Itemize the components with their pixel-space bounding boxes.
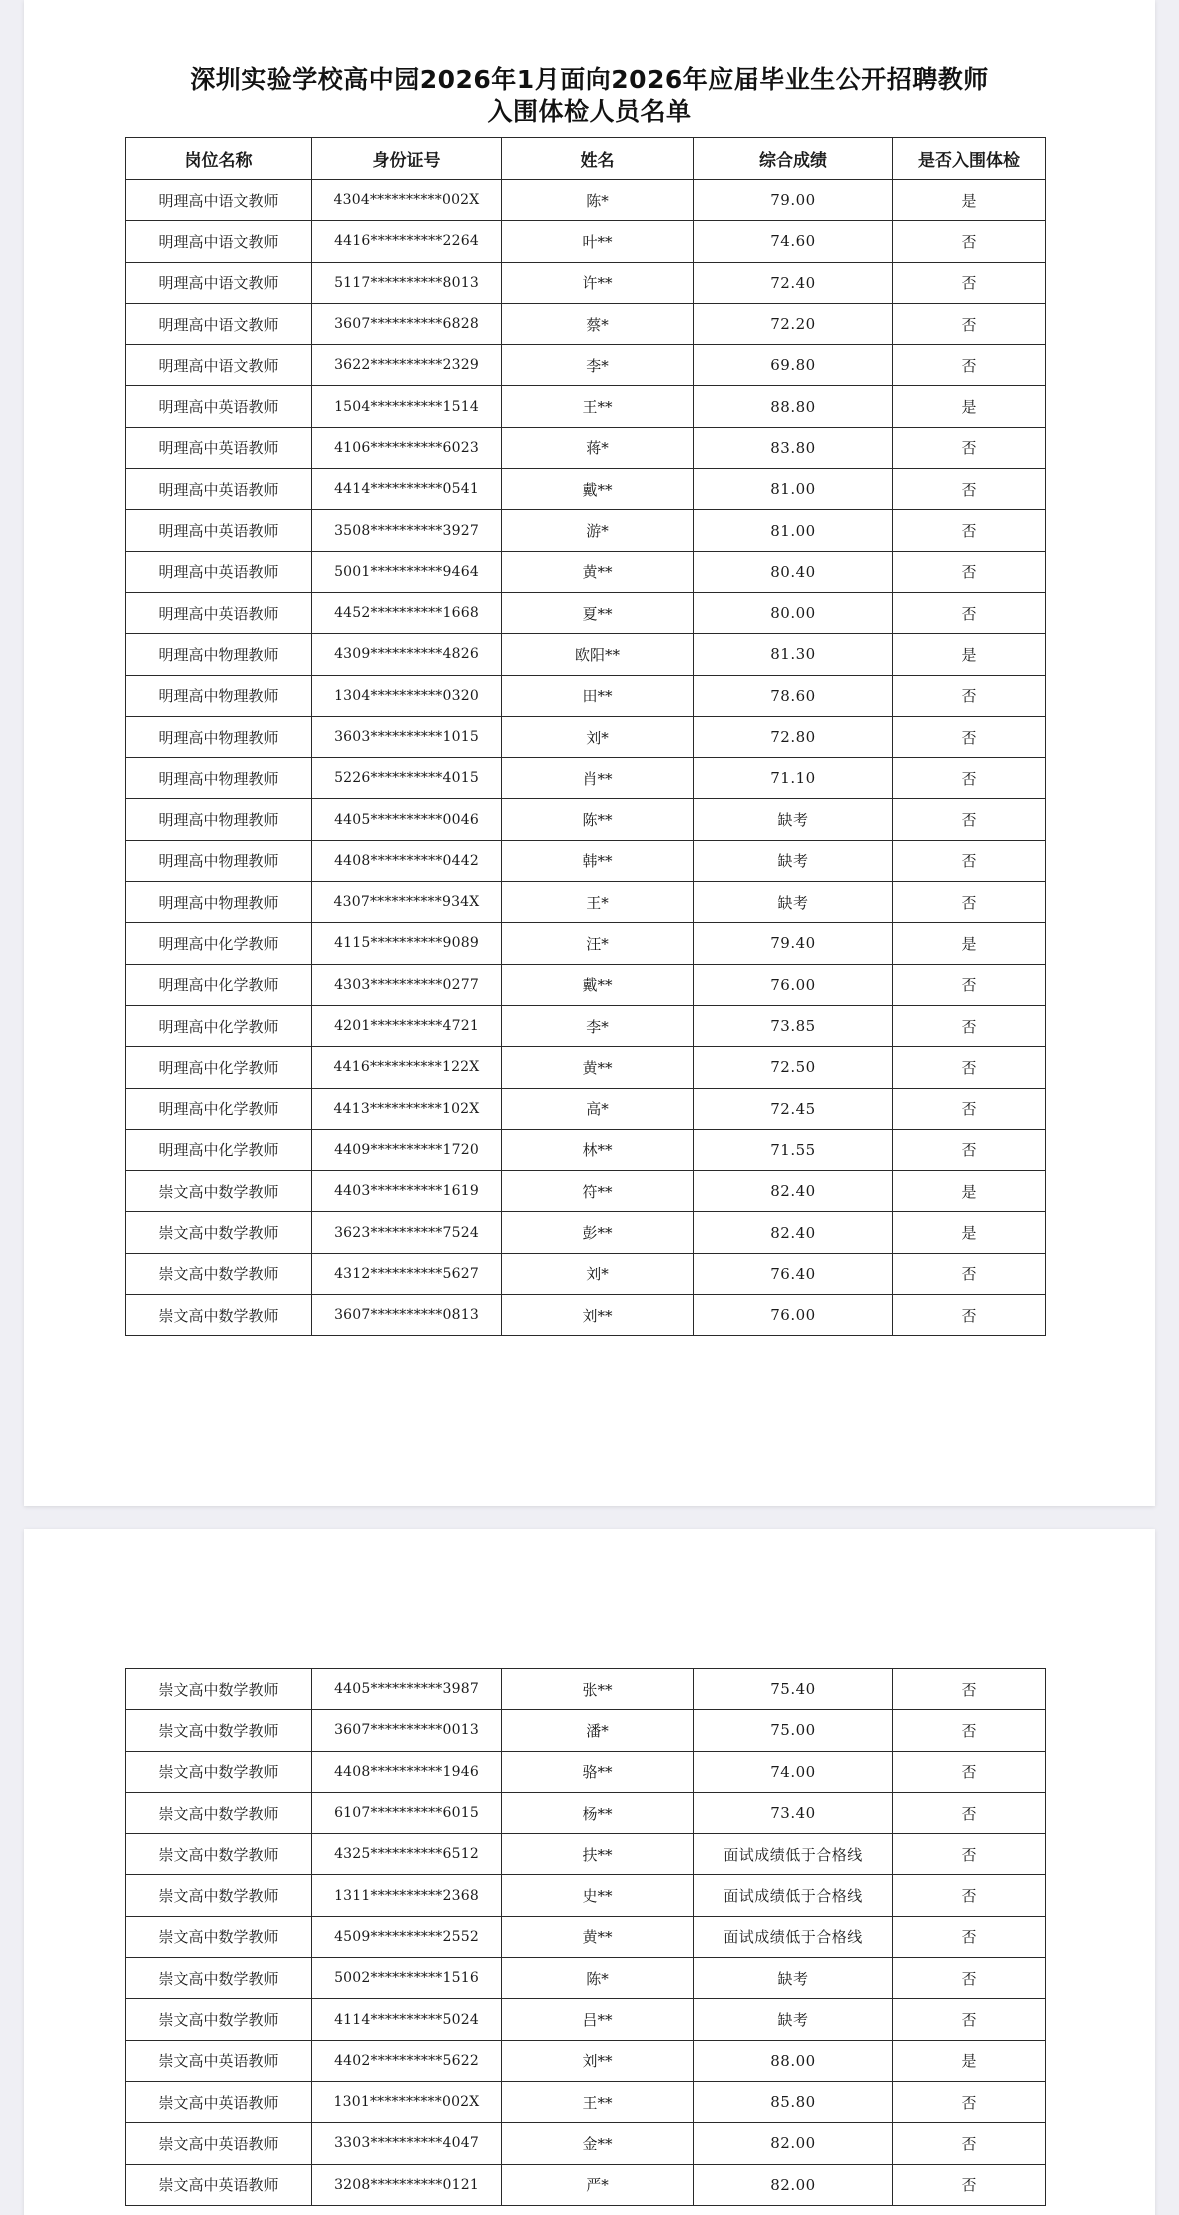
cell-id-number: 3607**********6828 [312, 303, 502, 344]
candidate-table-page-2 [125, 1668, 1046, 2206]
document-page-1 [24, 0, 1155, 1506]
cell-name: 肖** [502, 758, 694, 799]
table-row [126, 1212, 1046, 1253]
header-position: 岗位名称 [126, 138, 312, 180]
cell-position: 明理高中语文教师 [126, 262, 312, 303]
cell-shortlisted: 是 [893, 386, 1046, 427]
cell-score: 面试成绩低于合格线 [694, 1875, 893, 1916]
cell-name: 严* [502, 2164, 694, 2205]
table-row [126, 345, 1046, 386]
cell-name: 杨** [502, 1792, 694, 1833]
cell-name: 夏** [502, 592, 694, 633]
table-row [126, 716, 1046, 757]
cell-shortlisted: 是 [893, 923, 1046, 964]
cell-shortlisted: 否 [893, 1088, 1046, 1129]
cell-position: 崇文高中数学教师 [126, 1916, 312, 1957]
cell-id-number: 5117**********8013 [312, 262, 502, 303]
cell-position: 明理高中化学教师 [126, 1129, 312, 1170]
cell-position: 明理高中语文教师 [126, 303, 312, 344]
table-row [126, 1792, 1046, 1833]
cell-name: 蒋* [502, 427, 694, 468]
cell-position: 崇文高中英语教师 [126, 2123, 312, 2164]
cell-id-number: 5001**********9464 [312, 551, 502, 592]
cell-name: 黄** [502, 551, 694, 592]
cell-score: 缺考 [694, 1999, 893, 2040]
table-row [126, 262, 1046, 303]
cell-id-number: 4304**********002X [312, 180, 502, 221]
cell-score: 72.45 [694, 1088, 893, 1129]
cell-score: 83.80 [694, 427, 893, 468]
cell-position: 崇文高中数学教师 [126, 1999, 312, 2040]
cell-position: 明理高中物理教师 [126, 840, 312, 881]
cell-score: 72.20 [694, 303, 893, 344]
cell-position: 崇文高中数学教师 [126, 1669, 312, 1710]
cell-score: 79.40 [694, 923, 893, 964]
cell-name: 王** [502, 386, 694, 427]
table-row [126, 1088, 1046, 1129]
cell-id-number: 3607**********0813 [312, 1295, 502, 1336]
cell-position: 明理高中物理教师 [126, 675, 312, 716]
cell-shortlisted: 是 [893, 1171, 1046, 1212]
cell-score: 71.10 [694, 758, 893, 799]
cell-position: 明理高中英语教师 [126, 592, 312, 633]
cell-shortlisted: 否 [893, 1958, 1046, 1999]
table-row [126, 2123, 1046, 2164]
cell-shortlisted: 否 [893, 303, 1046, 344]
cell-shortlisted: 否 [893, 1669, 1046, 1710]
cell-id-number: 1301**********002X [312, 2081, 502, 2122]
cell-shortlisted: 否 [893, 1047, 1046, 1088]
cell-shortlisted: 否 [893, 2164, 1046, 2205]
header-score: 综合成绩 [694, 138, 893, 180]
cell-score: 81.00 [694, 469, 893, 510]
cell-shortlisted: 是 [893, 2040, 1046, 2081]
cell-name: 刘* [502, 716, 694, 757]
cell-name: 戴** [502, 469, 694, 510]
cell-position: 崇文高中数学教师 [126, 1875, 312, 1916]
cell-shortlisted: 否 [893, 964, 1046, 1005]
cell-score: 81.00 [694, 510, 893, 551]
cell-name: 王* [502, 882, 694, 923]
cell-shortlisted: 否 [893, 262, 1046, 303]
cell-shortlisted: 否 [893, 799, 1046, 840]
cell-score: 74.60 [694, 221, 893, 262]
cell-shortlisted: 否 [893, 675, 1046, 716]
cell-score: 面试成绩低于合格线 [694, 1916, 893, 1957]
cell-position: 明理高中物理教师 [126, 716, 312, 757]
cell-name: 韩** [502, 840, 694, 881]
document-title-line-1: 深圳实验学校高中园2026年1月面向2026年应届毕业生公开招聘教师 [190, 65, 989, 94]
cell-id-number: 3603**********1015 [312, 716, 502, 757]
table-row [126, 2081, 1046, 2122]
cell-id-number: 1304**********0320 [312, 675, 502, 716]
table-row [126, 1669, 1046, 1710]
cell-name: 张** [502, 1669, 694, 1710]
cell-id-number: 4312**********5627 [312, 1253, 502, 1294]
cell-position: 明理高中语文教师 [126, 221, 312, 262]
table-row [126, 799, 1046, 840]
cell-score: 79.00 [694, 180, 893, 221]
table-row [126, 1916, 1046, 1957]
cell-id-number: 4405**********0046 [312, 799, 502, 840]
document-title-line-2: 入围体检人员名单 [487, 97, 692, 126]
cell-position: 明理高中英语教师 [126, 386, 312, 427]
header-shortlisted: 是否入围体检 [893, 138, 1046, 180]
cell-id-number: 1311**********2368 [312, 1875, 502, 1916]
cell-id-number: 4303**********0277 [312, 964, 502, 1005]
cell-shortlisted: 否 [893, 469, 1046, 510]
cell-score: 82.40 [694, 1212, 893, 1253]
cell-shortlisted: 否 [893, 716, 1046, 757]
table-row [126, 469, 1046, 510]
cell-name: 高* [502, 1088, 694, 1129]
table-row [126, 2040, 1046, 2081]
cell-id-number: 3303**********4047 [312, 2123, 502, 2164]
cell-position: 崇文高中数学教师 [126, 1212, 312, 1253]
cell-shortlisted: 否 [893, 2081, 1046, 2122]
cell-score: 75.00 [694, 1710, 893, 1751]
cell-shortlisted: 否 [893, 1253, 1046, 1294]
cell-id-number: 4414**********0541 [312, 469, 502, 510]
table-row [126, 1751, 1046, 1792]
cell-name: 金** [502, 2123, 694, 2164]
cell-name: 骆** [502, 1751, 694, 1792]
cell-score: 80.00 [694, 592, 893, 633]
table-row [126, 675, 1046, 716]
table-row [126, 1875, 1046, 1916]
table-body-page-2 [126, 1669, 1046, 2206]
cell-score: 74.00 [694, 1751, 893, 1792]
cell-shortlisted: 否 [893, 1875, 1046, 1916]
cell-shortlisted: 否 [893, 510, 1046, 551]
cell-position: 明理高中英语教师 [126, 469, 312, 510]
cell-shortlisted: 否 [893, 592, 1046, 633]
table-row [126, 882, 1046, 923]
table-row [126, 964, 1046, 1005]
cell-score: 88.00 [694, 2040, 893, 2081]
cell-id-number: 3607**********0013 [312, 1710, 502, 1751]
cell-position: 崇文高中数学教师 [126, 1958, 312, 1999]
cell-id-number: 4509**********2552 [312, 1916, 502, 1957]
cell-shortlisted: 否 [893, 345, 1046, 386]
cell-position: 明理高中英语教师 [126, 551, 312, 592]
table-row [126, 758, 1046, 799]
table-row [126, 1834, 1046, 1875]
cell-score: 76.00 [694, 1295, 893, 1336]
cell-score: 71.55 [694, 1129, 893, 1170]
cell-id-number: 3508**********3927 [312, 510, 502, 551]
cell-name: 彭** [502, 1212, 694, 1253]
cell-name: 符** [502, 1171, 694, 1212]
cell-id-number: 4309**********4826 [312, 634, 502, 675]
cell-score: 81.30 [694, 634, 893, 675]
cell-position: 明理高中物理教师 [126, 758, 312, 799]
cell-position: 崇文高中数学教师 [126, 1253, 312, 1294]
cell-id-number: 4114**********5024 [312, 1999, 502, 2040]
cell-name: 许** [502, 262, 694, 303]
cell-id-number: 4325**********6512 [312, 1834, 502, 1875]
cell-score: 72.80 [694, 716, 893, 757]
cell-id-number: 1504**********1514 [312, 386, 502, 427]
cell-name: 欧阳** [502, 634, 694, 675]
cell-name: 王** [502, 2081, 694, 2122]
cell-shortlisted: 否 [893, 1916, 1046, 1957]
table-row [126, 221, 1046, 262]
candidate-table-page-1 [125, 137, 1046, 1336]
cell-position: 明理高中化学教师 [126, 1088, 312, 1129]
cell-score: 82.40 [694, 1171, 893, 1212]
cell-position: 明理高中化学教师 [126, 1005, 312, 1046]
cell-name: 刘** [502, 1295, 694, 1336]
cell-score: 缺考 [694, 882, 893, 923]
cell-id-number: 5002**********1516 [312, 1958, 502, 1999]
cell-name: 林** [502, 1129, 694, 1170]
table-body-page-1 [126, 180, 1046, 1336]
cell-name: 戴** [502, 964, 694, 1005]
cell-position: 明理高中化学教师 [126, 964, 312, 1005]
cell-name: 蔡* [502, 303, 694, 344]
cell-position: 崇文高中数学教师 [126, 1792, 312, 1833]
cell-id-number: 3622**********2329 [312, 345, 502, 386]
cell-score: 面试成绩低于合格线 [694, 1834, 893, 1875]
cell-score: 缺考 [694, 1958, 893, 1999]
cell-name: 李* [502, 345, 694, 386]
cell-name: 陈* [502, 1958, 694, 1999]
cell-shortlisted: 是 [893, 1212, 1046, 1253]
cell-name: 陈* [502, 180, 694, 221]
table-header-row [126, 138, 1046, 180]
cell-shortlisted: 否 [893, 221, 1046, 262]
cell-shortlisted: 否 [893, 1834, 1046, 1875]
table-row [126, 510, 1046, 551]
cell-name: 刘** [502, 2040, 694, 2081]
cell-id-number: 3623**********7524 [312, 1212, 502, 1253]
cell-id-number: 4201**********4721 [312, 1005, 502, 1046]
document-page-2 [24, 1529, 1155, 2215]
table-row [126, 1958, 1046, 1999]
cell-name: 吕** [502, 1999, 694, 2040]
table-row [126, 386, 1046, 427]
cell-position: 崇文高中数学教师 [126, 1751, 312, 1792]
cell-name: 黄** [502, 1916, 694, 1957]
cell-shortlisted: 否 [893, 1751, 1046, 1792]
cell-shortlisted: 是 [893, 634, 1046, 675]
cell-score: 72.40 [694, 262, 893, 303]
cell-score: 78.60 [694, 675, 893, 716]
cell-name: 游* [502, 510, 694, 551]
cell-position: 明理高中语文教师 [126, 180, 312, 221]
cell-id-number: 4106**********6023 [312, 427, 502, 468]
cell-shortlisted: 否 [893, 758, 1046, 799]
cell-id-number: 4416**********122X [312, 1047, 502, 1088]
cell-score: 69.80 [694, 345, 893, 386]
cell-shortlisted: 否 [893, 1999, 1046, 2040]
cell-id-number: 4409**********1720 [312, 1129, 502, 1170]
cell-id-number: 4403**********1619 [312, 1171, 502, 1212]
cell-position: 明理高中化学教师 [126, 1047, 312, 1088]
header-id-number: 身份证号 [312, 138, 502, 180]
cell-id-number: 4452**********1668 [312, 592, 502, 633]
cell-shortlisted: 否 [893, 1129, 1046, 1170]
cell-position: 明理高中物理教师 [126, 799, 312, 840]
cell-id-number: 3208**********0121 [312, 2164, 502, 2205]
cell-name: 汪* [502, 923, 694, 964]
cell-name: 叶** [502, 221, 694, 262]
cell-shortlisted: 否 [893, 1005, 1046, 1046]
cell-score: 72.50 [694, 1047, 893, 1088]
cell-shortlisted: 否 [893, 1710, 1046, 1751]
cell-position: 明理高中化学教师 [126, 923, 312, 964]
cell-name: 田** [502, 675, 694, 716]
cell-shortlisted: 否 [893, 1295, 1046, 1336]
cell-shortlisted: 否 [893, 882, 1046, 923]
cell-shortlisted: 否 [893, 840, 1046, 881]
cell-position: 崇文高中数学教师 [126, 1834, 312, 1875]
cell-position: 明理高中英语教师 [126, 510, 312, 551]
cell-shortlisted: 否 [893, 1792, 1046, 1833]
cell-position: 崇文高中数学教师 [126, 1295, 312, 1336]
cell-id-number: 4405**********3987 [312, 1669, 502, 1710]
cell-score: 73.40 [694, 1792, 893, 1833]
cell-position: 崇文高中英语教师 [126, 2040, 312, 2081]
cell-score: 82.00 [694, 2164, 893, 2205]
table-row [126, 1171, 1046, 1212]
cell-position: 崇文高中数学教师 [126, 1710, 312, 1751]
table-row [126, 1047, 1046, 1088]
table-row [126, 1253, 1046, 1294]
cell-id-number: 6107**********6015 [312, 1792, 502, 1833]
cell-position: 明理高中英语教师 [126, 427, 312, 468]
cell-name: 刘* [502, 1253, 694, 1294]
cell-position: 崇文高中英语教师 [126, 2164, 312, 2205]
table-row [126, 1999, 1046, 2040]
cell-shortlisted: 否 [893, 2123, 1046, 2164]
cell-name: 潘* [502, 1710, 694, 1751]
cell-score: 80.40 [694, 551, 893, 592]
table-row [126, 427, 1046, 468]
header-name: 姓名 [502, 138, 694, 180]
cell-id-number: 4115**********9089 [312, 923, 502, 964]
cell-id-number: 4307**********934X [312, 882, 502, 923]
table-row [126, 1129, 1046, 1170]
cell-id-number: 4413**********102X [312, 1088, 502, 1129]
table-row [126, 923, 1046, 964]
cell-score: 76.00 [694, 964, 893, 1005]
cell-id-number: 4402**********5622 [312, 2040, 502, 2081]
cell-name: 李* [502, 1005, 694, 1046]
cell-position: 明理高中物理教师 [126, 634, 312, 675]
table-row [126, 634, 1046, 675]
cell-name: 扶** [502, 1834, 694, 1875]
cell-name: 史** [502, 1875, 694, 1916]
cell-name: 陈** [502, 799, 694, 840]
cell-score: 75.40 [694, 1669, 893, 1710]
cell-id-number: 4408**********0442 [312, 840, 502, 881]
cell-id-number: 4408**********1946 [312, 1751, 502, 1792]
cell-score: 82.00 [694, 2123, 893, 2164]
cell-shortlisted: 否 [893, 551, 1046, 592]
cell-id-number: 4416**********2264 [312, 221, 502, 262]
cell-name: 黄** [502, 1047, 694, 1088]
cell-score: 缺考 [694, 840, 893, 881]
cell-score: 73.85 [694, 1005, 893, 1046]
table-row [126, 592, 1046, 633]
cell-id-number: 5226**********4015 [312, 758, 502, 799]
table-row [126, 551, 1046, 592]
cell-score: 缺考 [694, 799, 893, 840]
table-row [126, 303, 1046, 344]
table-row [126, 180, 1046, 221]
cell-score: 85.80 [694, 2081, 893, 2122]
table-row [126, 1295, 1046, 1336]
table-row [126, 1710, 1046, 1751]
table-row [126, 840, 1046, 881]
cell-shortlisted: 否 [893, 427, 1046, 468]
table-row [126, 2164, 1046, 2205]
cell-position: 崇文高中英语教师 [126, 2081, 312, 2122]
cell-score: 76.40 [694, 1253, 893, 1294]
cell-position: 明理高中物理教师 [126, 882, 312, 923]
table-row [126, 1005, 1046, 1046]
cell-position: 明理高中语文教师 [126, 345, 312, 386]
cell-shortlisted: 是 [893, 180, 1046, 221]
cell-score: 88.80 [694, 386, 893, 427]
cell-position: 崇文高中数学教师 [126, 1171, 312, 1212]
